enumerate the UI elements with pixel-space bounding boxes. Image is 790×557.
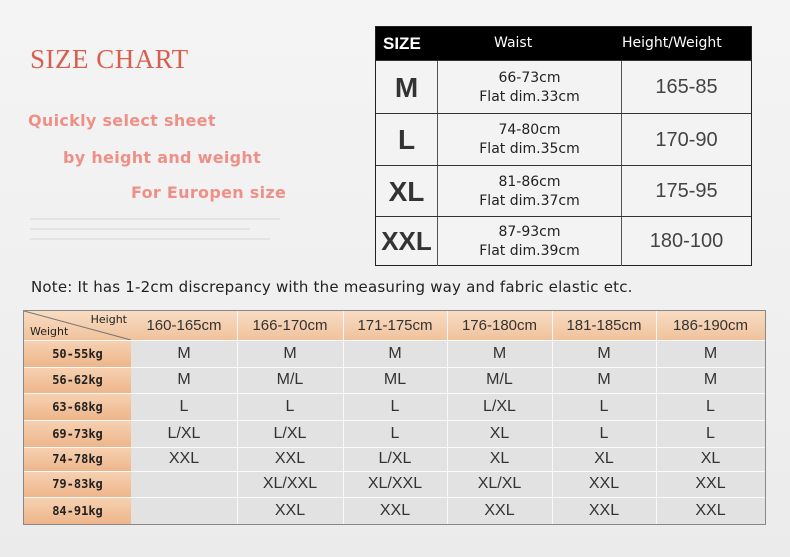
height-range-header: 181-185cm [566,317,642,334]
size-row-l [376,113,751,166]
height-range-header: 160-165cm [146,317,222,334]
header-size: SIZE [383,34,421,53]
weight-range-label: 84-91kg [24,497,131,524]
subtitle-line-2: by height and weight [63,148,262,167]
size-cell: XL/XL [477,475,522,492]
height-weight-grid [23,310,766,525]
waist-cell: 66-73cm Flat dim.33cm [479,69,580,105]
size-cell: XXL [588,501,620,519]
size-cell: XL/XXL [367,475,423,492]
size-cell [131,497,237,524]
grid-row-divider [24,393,765,394]
size-cell: XXL [379,501,411,519]
grid-row-divider [24,340,765,341]
size-cell: L [390,397,400,415]
size-cell: M [703,344,718,362]
grid-column-divider [447,311,448,524]
decorative-divider [30,238,270,240]
height-range-header: 171-175cm [357,317,433,334]
size-cell: XXL [695,501,726,519]
weight-range-label: 79-83kg [24,471,131,497]
page-title: SIZE CHART [30,44,189,74]
decorative-divider [30,218,280,220]
subtitle-line-1: Quickly select sheet [28,111,216,130]
header-waist: Waist [494,35,533,51]
size-cell: L/XL [378,450,412,467]
size-cell: XXL [588,475,620,492]
size-cell: M [177,371,191,388]
corner-weight-label: Weight [30,325,69,338]
size-cell: L [706,397,715,415]
discrepancy-note: Note: It has 1-2cm discrepancy with the measuring way and fabric elastic etc. [31,278,633,296]
size-cell: L/XL [483,397,516,415]
size-cell: XXL [695,475,726,492]
grid-header [24,311,765,340]
grid-column-divider [552,311,553,524]
size-table-header [376,27,751,60]
size-cell: M/L [486,371,513,388]
size-cell [131,471,237,497]
waist-cell: 74-80cm Flat dim.35cm [479,122,580,157]
size-cell: XL [594,450,614,467]
grid-column-divider [237,311,238,524]
grid-row-divider [24,447,765,448]
size-label: XL [388,175,425,207]
height-range-header: 166-170cm [252,317,328,334]
grid-corner [24,311,131,340]
height-weight-cell: 175-95 [655,180,718,202]
weight-range-label: 56-62kg [24,367,131,393]
size-cell: M [177,344,191,362]
size-cell: M/L [276,371,304,388]
size-cell: M [703,371,718,388]
waist-cell: 87-93cm Flat dim.39cm [479,223,580,259]
size-cell: XXL [484,501,515,519]
weight-range-label: 74-78kg [24,447,131,471]
height-range-header: 176-180cm [461,317,538,334]
size-cell: L [285,397,295,415]
size-cell: XL [489,424,510,442]
weight-range-label: 69-73kg [24,420,131,447]
size-cell: ML [383,371,407,388]
size-cell: L/XL [273,424,307,442]
weight-range-label: 50-55kg [24,340,131,367]
header-height-weight: Height/Weight [622,35,722,51]
size-cell: XL/XXL [262,475,318,492]
height-weight-cell: 165-85 [655,76,718,98]
size-cell: XL [700,450,721,467]
size-cell: M [283,344,297,362]
size-cell: M [492,344,507,362]
size-table [375,26,752,266]
waist-cell: 81-86cm Flat dim.37cm [479,173,580,209]
size-cell: L/XL [167,424,201,442]
grid-row-divider [24,471,765,472]
size-label: L [397,124,416,155]
size-cell: M [388,344,402,362]
decorative-divider [30,228,250,230]
size-cell: L [599,397,609,415]
size-cell: L [390,424,400,442]
grid-row-divider [24,420,765,421]
size-cell: L [599,424,609,442]
size-cell: XXL [274,501,306,519]
subtitle-line-3: For Europen size [131,183,287,202]
height-weight-cell: 170-90 [655,128,718,151]
corner-height-label: Height [90,313,127,326]
size-label: XXL [381,226,432,256]
size-row-xl [376,165,751,217]
size-cell: XXL [274,450,306,467]
size-row-xxl [376,216,751,266]
grid-column-divider [343,311,344,524]
size-cell: M [597,344,611,362]
height-range-header: 186-190cm [672,317,749,334]
size-row-m [376,60,751,114]
grid-row-divider [24,497,765,498]
grid-row-divider [24,367,765,368]
size-cell: M [597,371,611,388]
size-cell: L [706,424,715,442]
size-cell: L [179,397,189,415]
size-label: M [394,71,419,103]
height-weight-cell: 180-100 [649,230,724,252]
grid-column-divider [656,311,657,524]
weight-range-label: 63-68kg [24,393,131,420]
size-cell: XXL [168,450,200,467]
size-cell: XL [489,450,510,467]
